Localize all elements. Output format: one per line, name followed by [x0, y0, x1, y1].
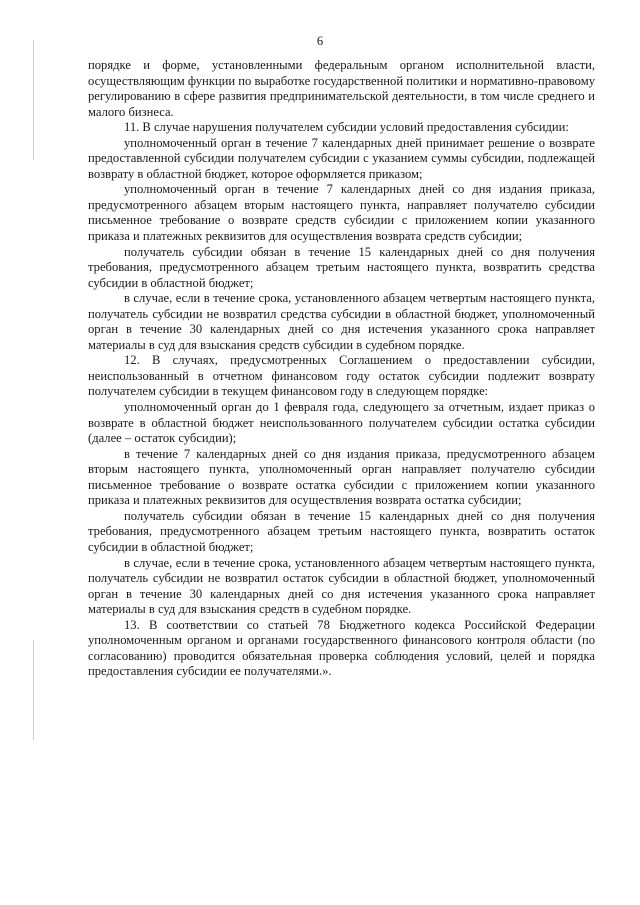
paragraph: в случае, если в течение срока, установленного абзацем четвертым настоящего пункта, получатель субсидии не возвратил остаток субсидии в областной бюджет, уполномоченный орган в течение 30 календарных дней со дня истечения указанного срока направляет материалы в суд для взыскания средств в судебном порядке. [88, 555, 595, 617]
page-number: 6 [316, 34, 324, 48]
paragraph-continuation: порядке и форме, установленными федеральным органом исполнительной власти, осуществляющим функции по выработке государственной политики и нормативно-правовому регулированию в сфере развития предпринимательской деятельности, в том числе среднего и малого бизнеса. [88, 58, 595, 119]
paragraph-clause-11: 11. В случае нарушения получателем субсидии условий предоставления субсидии: [124, 120, 569, 135]
paragraph: уполномоченный орган в течение 7 календарных дней принимает решение о возврате предоставленной субсидии получателем субсидии с указанием суммы субсидии, подлежащей возврату в областной бюджет, которое оформляется приказом; [88, 135, 595, 181]
margin-mark [33, 640, 34, 740]
paragraph-clause-12: 12. В случаях, предусмотренных Соглашением о предоставлении субсидии, неиспользованный в отчетном финансовом году остаток субсидии подлежит возврату получателем субсидии в текущем финансовом году в следующем порядке: [88, 353, 595, 399]
margin-mark [33, 40, 34, 160]
document-body [88, 58, 595, 680]
paragraph: уполномоченный орган в течение 7 календарных дней со дня издания приказа, предусмотренного абзацем вторым настоящего пункта, направляет получателю субсидии письменное требование о возврате средств субсидии с приложением копии указанного приказа и платежных реквизитов для осуществления возврата средств субсидии; [88, 182, 595, 244]
paragraph-clause-13: 13. В соответствии со статьей 78 Бюджетного кодекса Российской Федерации уполномоченным органом и органами государственного финансового контроля области (по согласованию) проводится обязательная проверка соблюдения условий, целей и порядка предоставления субсидии ее получателями.». [88, 617, 595, 679]
paragraph: в течение 7 календарных дней со дня издания приказа, предусмотренного абзацем вторым настоящего пункта, уполномоченный орган направляет получателю субсидии письменное требование о возврате остатка субсидии с приложением копии указанного приказа и платежных реквизитов для осуществления возврата остатка субсидии; [88, 446, 595, 508]
paragraph: в случае, если в течение срока, установленного абзацем четвертым настоящего пункта, получатель субсидии не возвратил средства субсидии в областной бюджет, уполномоченный орган в течение 30 календарных дней со дня истечения указанного срока направляет материалы в суд для взыскания средств субсидии в судебном порядке. [88, 291, 595, 352]
paragraph: получатель субсидии обязан в течение 15 календарных дней со дня получения требования, предусмотренного абзацем третьим настоящего пункта, возвратить остаток субсидии в областной бюджет; [88, 508, 595, 554]
paragraph: уполномоченный орган до 1 февраля года, следующего за отчетным, издает приказ о возврате в областной бюджет неиспользованного получателем субсидии остатка субсидии (далее – остаток субсидии); [88, 400, 595, 446]
paragraph: получатель субсидии обязан в течение 15 календарных дней со дня получения требования, предусмотренного абзацем третьим настоящего пункта, возвратить средства субсидии в областной бюджет; [88, 244, 595, 290]
